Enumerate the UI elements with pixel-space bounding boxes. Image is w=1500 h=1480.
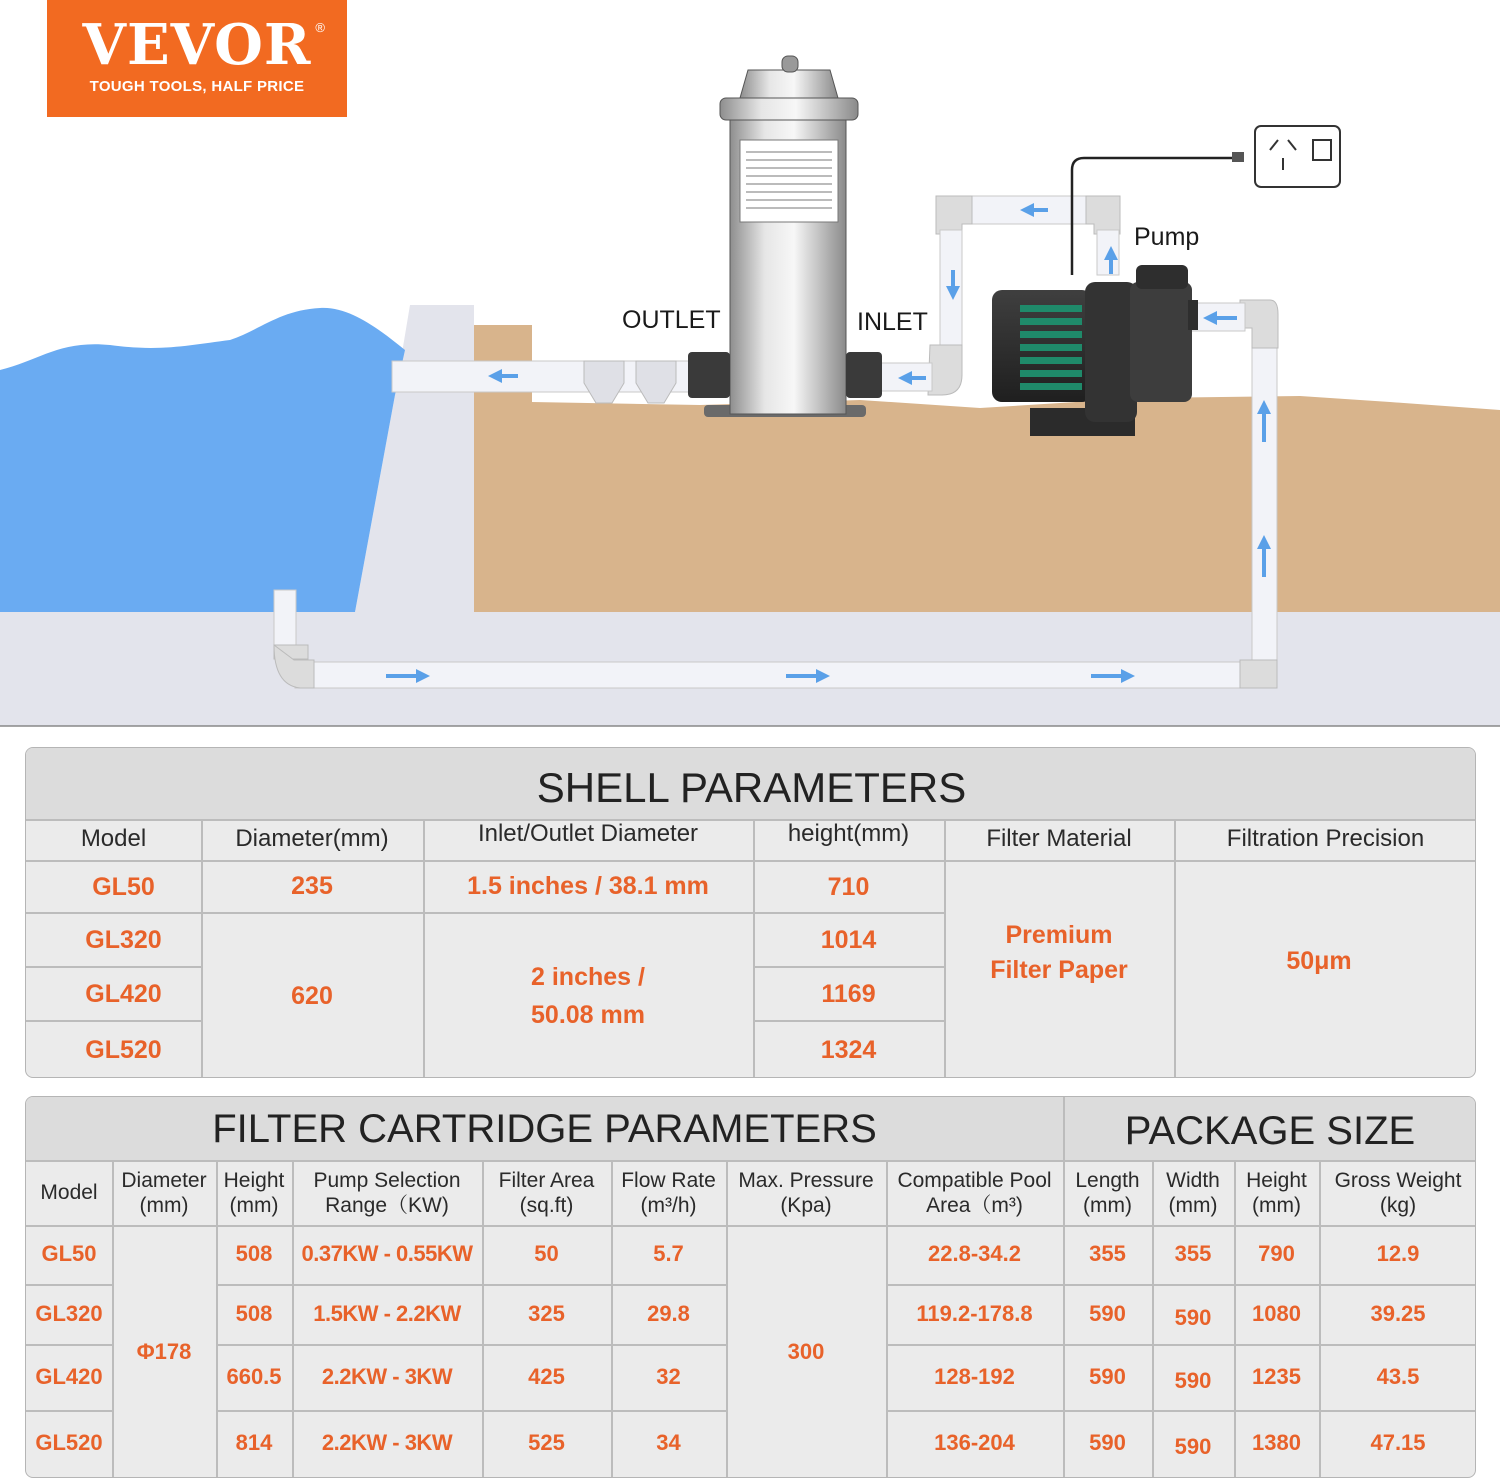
- shell-title: SHELL PARAMETERS: [536, 764, 967, 811]
- cart-pump-range: 1.5KW - 2.2KW: [313, 1300, 461, 1326]
- shell-header-diameter: Diameter(mm): [235, 825, 389, 853]
- inlet-outlet-line: 2 inches /: [531, 963, 645, 991]
- shell-diameter: 620: [291, 982, 333, 1010]
- shell-header-inlet-outlet: Inlet/Outlet Diameter: [477, 820, 699, 848]
- cart-height: 508: [235, 1300, 273, 1326]
- shell-parameters-table: [25, 747, 1476, 1078]
- vevor-logo: [47, 0, 347, 117]
- pkg-width: 590: [1174, 1433, 1212, 1459]
- brand-name: VEVOR: [82, 12, 312, 78]
- wall-socket: [1255, 126, 1340, 187]
- pkg-length: 590: [1089, 1363, 1126, 1389]
- cart-flow-rate: 34: [656, 1429, 681, 1455]
- shell-header-height: height(mm): [787, 820, 910, 848]
- inlet-label: INLET: [857, 308, 928, 336]
- cart-model: GL520: [35, 1429, 103, 1455]
- pkg-height: 1235: [1252, 1363, 1301, 1389]
- shell-header-filter-material: Filter Material: [986, 825, 1132, 853]
- pkg-weight: 43.5: [1376, 1363, 1420, 1389]
- brand-tagline: TOUGH TOOLS, HALF PRICE: [89, 78, 305, 95]
- shell-model: GL320: [85, 926, 162, 954]
- cartridge-title: FILTER CARTRIDGE PARAMETERS: [212, 1107, 877, 1151]
- pkg-weight: 47.15: [1370, 1429, 1426, 1455]
- outlet-label: OUTLET: [622, 306, 721, 334]
- cart-model: GL320: [35, 1300, 103, 1326]
- cart-filter-area: 325: [528, 1300, 565, 1326]
- cartridge-parameters-table: [25, 1096, 1476, 1478]
- pump-label: Pump: [1134, 223, 1200, 251]
- pool-filter-diagram: [0, 0, 1500, 728]
- shell-inlet-outlet: 1.5 inches / 38.1 mm: [467, 872, 709, 900]
- shell-precision: 50μm: [1286, 947, 1352, 975]
- inlet-outlet-line: 50.08 mm: [531, 1001, 645, 1029]
- shell-model: GL520: [85, 1036, 162, 1064]
- registered-mark: ®: [315, 20, 325, 35]
- shell-height: 1014: [820, 926, 877, 954]
- cart-flow-rate: 5.7: [653, 1241, 684, 1267]
- pkg-length: 355: [1089, 1241, 1126, 1267]
- cart-height: 660.5: [226, 1363, 282, 1389]
- shell-height: 1324: [820, 1036, 877, 1064]
- pkg-header-width: Width (mm): [1166, 1168, 1220, 1217]
- cart-header-pool-area: Compatible Pool Area（m³): [897, 1168, 1052, 1217]
- cart-header-diameter: Diameter (mm): [121, 1168, 207, 1217]
- cart-height: 508: [235, 1241, 273, 1267]
- shell-filter-material: [944, 898, 1174, 1008]
- cart-flow-rate: 32: [656, 1363, 681, 1389]
- cart-header-model: Model: [40, 1180, 98, 1204]
- pool-water: [0, 308, 405, 612]
- cart-header-flow-rate: Flow Rate (m³/h): [621, 1168, 716, 1217]
- cart-diameter: Φ178: [136, 1338, 192, 1364]
- pkg-width: 355: [1174, 1241, 1212, 1267]
- pkg-header-gross-weight: Gross Weight (kg): [1334, 1168, 1462, 1217]
- pkg-height: 1380: [1252, 1429, 1301, 1455]
- cart-max-pressure: 300: [787, 1338, 825, 1364]
- cart-pump-range: 2.2KW - 3KW: [321, 1429, 453, 1455]
- shell-model: GL50: [92, 873, 155, 901]
- cart-pool-area: 22.8-34.2: [928, 1241, 1021, 1267]
- pkg-length: 590: [1089, 1300, 1126, 1326]
- cart-header-pump-range: Pump Selection Range（KW): [313, 1168, 461, 1217]
- pkg-length: 590: [1089, 1429, 1126, 1455]
- pkg-header-height: Height (mm): [1246, 1168, 1307, 1217]
- pkg-header-length: Length (mm): [1075, 1168, 1140, 1217]
- cart-height: 814: [235, 1429, 273, 1455]
- shell-height: 1169: [821, 980, 876, 1008]
- pkg-width: 590: [1174, 1304, 1212, 1330]
- package-title: PACKAGE SIZE: [1124, 1109, 1416, 1153]
- cart-pump-range: 2.2KW - 3KW: [321, 1363, 453, 1389]
- cart-filter-area: 525: [528, 1429, 565, 1455]
- shell-height: 710: [827, 873, 870, 901]
- cart-pump-range: 0.37KW - 0.55KW: [301, 1241, 473, 1267]
- shell-header-precision: Filtration Precision: [1226, 825, 1425, 853]
- pkg-weight: 12.9: [1376, 1241, 1420, 1267]
- cart-pool-area: 136-204: [934, 1429, 1015, 1455]
- cart-model: GL50: [41, 1241, 97, 1267]
- shell-diameter: 235: [291, 872, 333, 900]
- pkg-weight: 39.25: [1370, 1300, 1426, 1326]
- cart-pool-area: 128-192: [934, 1363, 1015, 1389]
- filter-material-line: Filter Paper: [990, 956, 1128, 984]
- cart-header-max-pressure: Max. Pressure (Kpa): [738, 1168, 874, 1217]
- cart-pool-area: 119.2-178.8: [916, 1300, 1033, 1326]
- pkg-height: 790: [1258, 1241, 1295, 1267]
- pkg-width: 590: [1174, 1367, 1212, 1393]
- cartridge-filter: [688, 56, 882, 417]
- shell-header-model: Model: [80, 825, 147, 853]
- filter-material-line: Premium: [1005, 921, 1113, 949]
- shell-model: GL420: [85, 980, 162, 1008]
- cart-header-filter-area: Filter Area (sq.ft): [498, 1168, 595, 1217]
- cart-model: GL420: [35, 1363, 103, 1389]
- cart-filter-area: 50: [534, 1241, 559, 1267]
- pkg-height: 1080: [1252, 1300, 1301, 1326]
- shell-inlet-outlet-large: [423, 914, 753, 1078]
- cart-filter-area: 425: [528, 1363, 565, 1389]
- cart-header-height: Height (mm): [223, 1168, 285, 1217]
- cart-flow-rate: 29.8: [647, 1300, 690, 1326]
